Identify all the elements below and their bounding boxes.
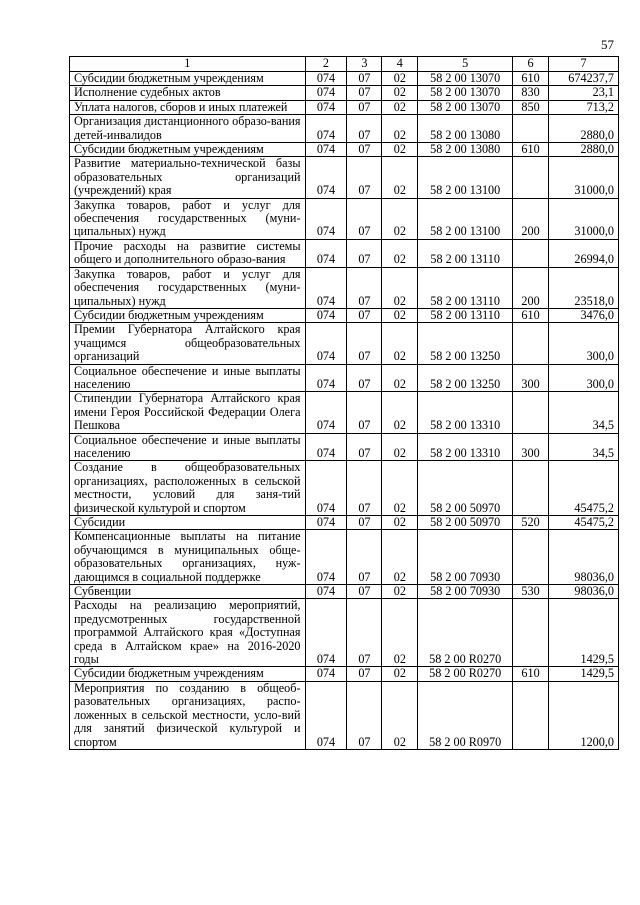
row-amount: 34,5 — [549, 433, 619, 461]
table-row — [70, 599, 619, 667]
row-subsection: 02 — [382, 364, 418, 392]
row-section: 07 — [347, 143, 382, 157]
row-name: Закупка товаров, работ и услуг для обеспечения государственных (муни-ципальных) нужд — [70, 198, 306, 239]
row-section: 07 — [347, 100, 382, 114]
row-amount: 26994,0 — [549, 239, 619, 267]
row-code-admin: 074 — [305, 585, 347, 599]
row-expense-type: 830 — [513, 86, 549, 100]
row-code-admin: 074 — [305, 143, 347, 157]
row-section: 07 — [347, 461, 382, 516]
row-target-article: 58 2 00 70930 — [418, 530, 513, 585]
table-row — [70, 433, 619, 461]
row-section: 07 — [347, 308, 382, 322]
table-row — [70, 86, 619, 100]
row-code-admin: 074 — [305, 308, 347, 322]
row-expense-type: 520 — [513, 516, 549, 530]
row-subsection: 02 — [382, 323, 418, 364]
row-target-article: 58 2 00 13310 — [418, 392, 513, 433]
row-section: 07 — [347, 239, 382, 267]
row-subsection: 02 — [382, 667, 418, 681]
row-expense-type — [513, 461, 549, 516]
row-section: 07 — [347, 364, 382, 392]
table-row — [70, 198, 619, 239]
row-target-article: 58 2 00 R0270 — [418, 599, 513, 667]
row-subsection: 02 — [382, 267, 418, 308]
header-cell: 3 — [347, 57, 382, 72]
table-row — [70, 667, 619, 681]
row-section: 07 — [347, 72, 382, 86]
row-name: Стипендии Губернатора Алтайского края имени Героя Российской Федерации Олега Пешкова — [70, 392, 306, 433]
table-row — [70, 364, 619, 392]
row-section: 07 — [347, 198, 382, 239]
row-amount: 1429,5 — [549, 667, 619, 681]
row-amount: 300,0 — [549, 323, 619, 364]
row-expense-type: 610 — [513, 72, 549, 86]
row-name: Субсидии бюджетным учреждениям — [70, 308, 306, 322]
row-name: Создание в общеобразовательных организациях, расположенных в сельской местности, условий для заня-тий физической культурой и спортом — [70, 461, 306, 516]
table-row — [70, 100, 619, 114]
header-cell: 6 — [513, 57, 549, 72]
row-target-article: 58 2 00 13110 — [418, 239, 513, 267]
row-section: 07 — [347, 530, 382, 585]
row-target-article: 58 2 00 13080 — [418, 115, 513, 143]
row-name: Развитие материально-технической базы образовательных организаций (учреждений) края — [70, 157, 306, 198]
row-target-article: 58 2 00 13080 — [418, 143, 513, 157]
row-name: Уплата налогов, сборов и иных платежей — [70, 100, 306, 114]
row-name: Мероприятия по созданию в общеоб-разовательных организациях, распо-ложенных в сельской местности, усло-вий для занятий физической культурой и спортом — [70, 681, 306, 749]
row-name: Социальное обеспечение и иные выплаты населению — [70, 364, 306, 392]
row-expense-type — [513, 239, 549, 267]
row-name: Организация дистанционного образо-вания детей-инвалидов — [70, 115, 306, 143]
row-section: 07 — [347, 516, 382, 530]
row-code-admin: 074 — [305, 115, 347, 143]
row-subsection: 02 — [382, 100, 418, 114]
header-cell: 1 — [70, 57, 306, 72]
row-expense-type: 610 — [513, 308, 549, 322]
row-subsection: 02 — [382, 115, 418, 143]
row-code-admin: 074 — [305, 100, 347, 114]
page-number: 57 — [601, 37, 614, 52]
row-target-article: 58 2 00 13310 — [418, 433, 513, 461]
row-code-admin: 074 — [305, 667, 347, 681]
table-row — [70, 115, 619, 143]
row-code-admin: 074 — [305, 364, 347, 392]
row-section: 07 — [347, 599, 382, 667]
header-cell: 2 — [305, 57, 347, 72]
row-target-article: 58 2 00 13250 — [418, 364, 513, 392]
row-amount: 3476,0 — [549, 308, 619, 322]
row-expense-type: 300 — [513, 433, 549, 461]
row-name: Субсидии — [70, 516, 306, 530]
row-expense-type: 610 — [513, 143, 549, 157]
row-expense-type: 200 — [513, 267, 549, 308]
row-name: Субсидии бюджетным учреждениям — [70, 667, 306, 681]
row-expense-type — [513, 681, 549, 749]
row-code-admin: 074 — [305, 157, 347, 198]
row-expense-type: 530 — [513, 585, 549, 599]
row-expense-type — [513, 323, 549, 364]
header-cell: 7 — [549, 57, 619, 72]
row-amount: 45475,2 — [549, 461, 619, 516]
row-target-article: 58 2 00 13100 — [418, 198, 513, 239]
row-expense-type: 200 — [513, 198, 549, 239]
row-name: Прочие расходы на развитие системы общего и дополнительного образо-вания — [70, 239, 306, 267]
row-subsection: 02 — [382, 585, 418, 599]
row-amount: 1429,5 — [549, 599, 619, 667]
row-subsection: 02 — [382, 681, 418, 749]
row-amount: 23,1 — [549, 86, 619, 100]
row-subsection: 02 — [382, 72, 418, 86]
table-row — [70, 585, 619, 599]
row-target-article: 58 2 00 13100 — [418, 157, 513, 198]
row-amount: 31000,0 — [549, 157, 619, 198]
row-target-article: 58 2 00 R0970 — [418, 681, 513, 749]
row-name: Исполнение судебных актов — [70, 86, 306, 100]
row-amount: 2880,0 — [549, 115, 619, 143]
row-amount: 23518,0 — [549, 267, 619, 308]
row-name: Компенсационные выплаты на питание обучающимся в муниципальных обще-образовательных организациях, нуж-дающимся в социальной поддержке — [70, 530, 306, 585]
row-target-article: 58 2 00 13110 — [418, 308, 513, 322]
row-expense-type — [513, 115, 549, 143]
row-name: Социальное обеспечение и иные выплаты населению — [70, 433, 306, 461]
row-target-article: 58 2 00 13070 — [418, 72, 513, 86]
row-target-article: 58 2 00 13070 — [418, 100, 513, 114]
row-amount: 1200,0 — [549, 681, 619, 749]
row-section: 07 — [347, 433, 382, 461]
row-subsection: 02 — [382, 599, 418, 667]
row-name: Премии Губернатора Алтайского края учащимся общеобразовательных организаций — [70, 323, 306, 364]
table-body — [70, 72, 619, 750]
row-expense-type: 300 — [513, 364, 549, 392]
row-expense-type: 610 — [513, 667, 549, 681]
table-row — [70, 516, 619, 530]
row-amount: 2880,0 — [549, 143, 619, 157]
table-row — [70, 143, 619, 157]
row-subsection: 02 — [382, 516, 418, 530]
row-subsection: 02 — [382, 239, 418, 267]
table-row — [70, 308, 619, 322]
row-subsection: 02 — [382, 198, 418, 239]
row-subsection: 02 — [382, 86, 418, 100]
row-code-admin: 074 — [305, 323, 347, 364]
row-section: 07 — [347, 323, 382, 364]
table-row — [70, 239, 619, 267]
row-code-admin: 074 — [305, 681, 347, 749]
row-expense-type — [513, 599, 549, 667]
row-target-article: 58 2 00 13070 — [418, 86, 513, 100]
row-code-admin: 074 — [305, 239, 347, 267]
row-name: Субсидии бюджетным учреждениям — [70, 72, 306, 86]
row-section: 07 — [347, 667, 382, 681]
row-code-admin: 074 — [305, 198, 347, 239]
row-target-article: 58 2 00 50970 — [418, 516, 513, 530]
row-code-admin: 074 — [305, 392, 347, 433]
row-code-admin: 074 — [305, 599, 347, 667]
row-amount: 98036,0 — [549, 585, 619, 599]
row-section: 07 — [347, 392, 382, 433]
table-row — [70, 157, 619, 198]
row-target-article: 58 2 00 13250 — [418, 323, 513, 364]
row-subsection: 02 — [382, 308, 418, 322]
table-row — [70, 323, 619, 364]
row-amount: 674237,7 — [549, 72, 619, 86]
table-row — [70, 681, 619, 749]
row-section: 07 — [347, 157, 382, 198]
row-code-admin: 074 — [305, 267, 347, 308]
row-subsection: 02 — [382, 143, 418, 157]
row-section: 07 — [347, 115, 382, 143]
row-subsection: 02 — [382, 157, 418, 198]
row-section: 07 — [347, 681, 382, 749]
row-target-article: 58 2 00 R0270 — [418, 667, 513, 681]
row-code-admin: 074 — [305, 433, 347, 461]
row-subsection: 02 — [382, 530, 418, 585]
row-name: Субсидии бюджетным учреждениям — [70, 143, 306, 157]
table-row — [70, 530, 619, 585]
table-row — [70, 72, 619, 86]
row-expense-type: 850 — [513, 100, 549, 114]
row-amount: 98036,0 — [549, 530, 619, 585]
row-code-admin: 074 — [305, 86, 347, 100]
table-row — [70, 267, 619, 308]
row-expense-type — [513, 530, 549, 585]
row-section: 07 — [347, 585, 382, 599]
row-name: Субвенции — [70, 585, 306, 599]
row-section: 07 — [347, 86, 382, 100]
row-amount: 300,0 — [549, 364, 619, 392]
row-amount: 34,5 — [549, 392, 619, 433]
row-amount: 713,2 — [549, 100, 619, 114]
row-code-admin: 074 — [305, 72, 347, 86]
header-row — [70, 57, 619, 72]
row-target-article: 58 2 00 50970 — [418, 461, 513, 516]
row-name: Закупка товаров, работ и услуг для обеспечения государственных (муни-ципальных) нужд — [70, 267, 306, 308]
row-expense-type — [513, 157, 549, 198]
row-code-admin: 074 — [305, 530, 347, 585]
table-row — [70, 461, 619, 516]
row-subsection: 02 — [382, 433, 418, 461]
table-row — [70, 392, 619, 433]
row-amount: 31000,0 — [549, 198, 619, 239]
row-subsection: 02 — [382, 392, 418, 433]
row-expense-type — [513, 392, 549, 433]
row-subsection: 02 — [382, 461, 418, 516]
row-name: Расходы на реализацию мероприятий, предусмотренных государственной программой Алтайского края «Доступная среда в Алтайском крае» на 2016-2020 годы — [70, 599, 306, 667]
row-target-article: 58 2 00 70930 — [418, 585, 513, 599]
row-target-article: 58 2 00 13110 — [418, 267, 513, 308]
row-amount: 45475,2 — [549, 516, 619, 530]
header-cell: 4 — [382, 57, 418, 72]
header-cell: 5 — [418, 57, 513, 72]
budget-table — [69, 56, 619, 750]
row-code-admin: 074 — [305, 516, 347, 530]
row-section: 07 — [347, 267, 382, 308]
row-code-admin: 074 — [305, 461, 347, 516]
